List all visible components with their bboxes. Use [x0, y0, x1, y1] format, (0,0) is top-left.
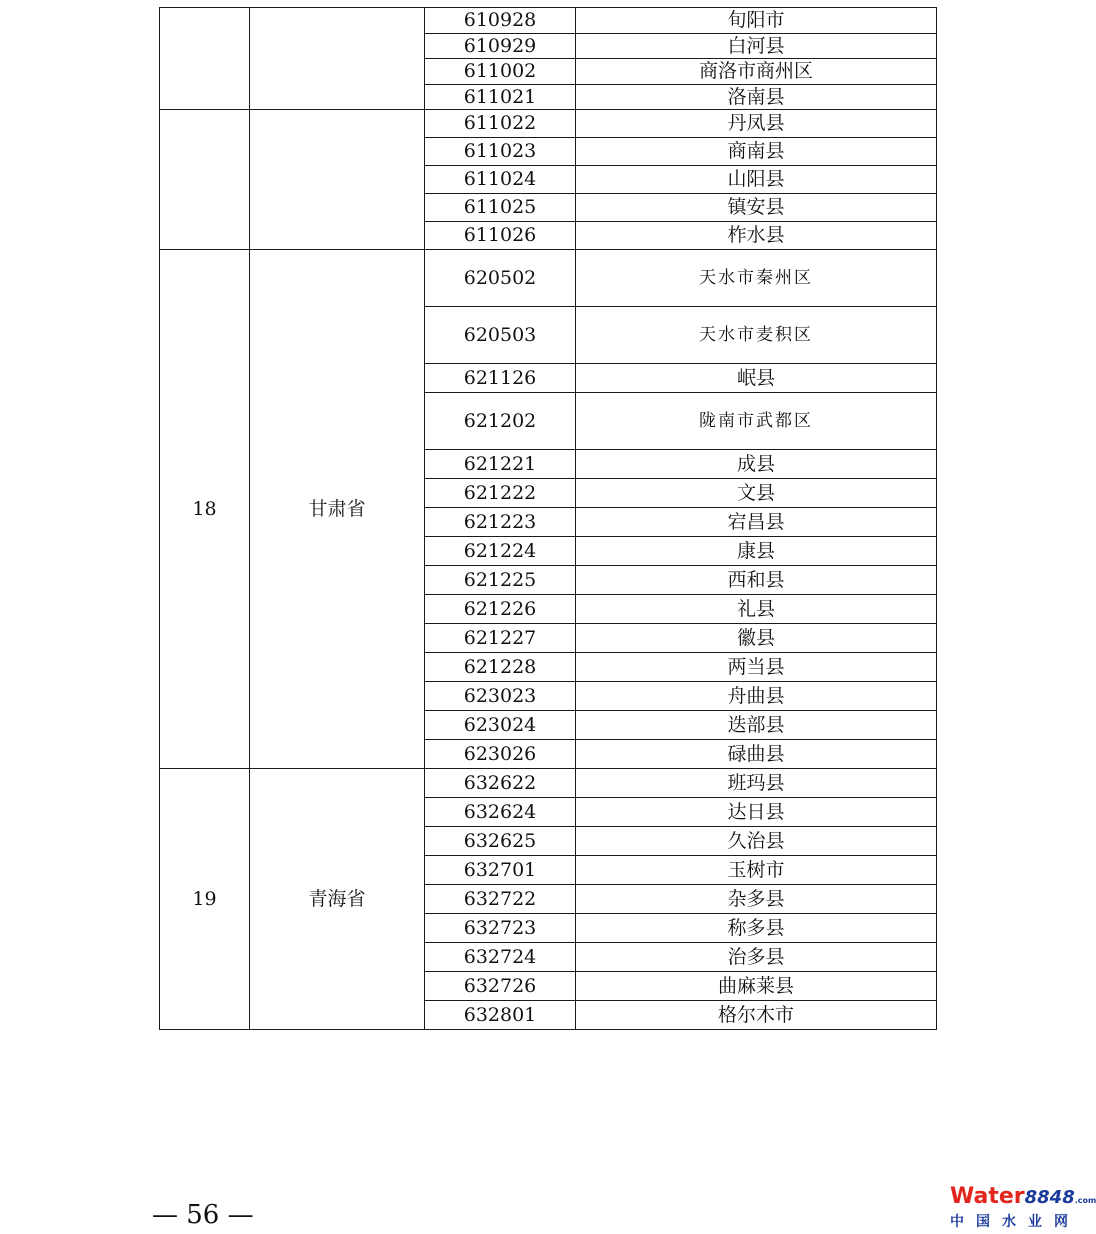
province-cell — [250, 110, 425, 250]
county-code-cell: 620503 — [425, 307, 576, 364]
county-code-cell: 611023 — [425, 138, 576, 166]
county-name-cell: 达日县 — [576, 798, 937, 827]
county-name-cell: 洛南县 — [576, 85, 937, 110]
water8848-logo — [950, 1184, 1096, 1230]
county-name-cell: 玉树市 — [576, 856, 937, 885]
county-code-cell: 610929 — [425, 34, 576, 59]
county-code-cell: 632622 — [425, 769, 576, 798]
county-code-cell: 621225 — [425, 566, 576, 595]
group-index-cell — [160, 110, 250, 250]
county-code-cell: 621126 — [425, 364, 576, 393]
county-code-cell: 632801 — [425, 1001, 576, 1030]
county-name-cell: 碌曲县 — [576, 740, 937, 769]
logo-brand-number: 8848 — [1024, 1187, 1075, 1208]
county-name-cell: 白河县 — [576, 34, 937, 59]
county-code-cell: 611022 — [425, 110, 576, 138]
county-code-cell: 621221 — [425, 450, 576, 479]
county-name-cell: 宕昌县 — [576, 508, 937, 537]
county-code-cell: 610928 — [425, 8, 576, 34]
group-index-cell: 18 — [160, 250, 250, 769]
county-code-cell: 621223 — [425, 508, 576, 537]
county-code-cell: 632723 — [425, 914, 576, 943]
county-code-cell: 611024 — [425, 166, 576, 194]
county-code-cell: 621224 — [425, 537, 576, 566]
county-code-cell: 632722 — [425, 885, 576, 914]
county-code-cell: 632624 — [425, 798, 576, 827]
county-name-cell: 西和县 — [576, 566, 937, 595]
table-row — [160, 769, 937, 798]
county-name-cell: 班玛县 — [576, 769, 937, 798]
logo-brand-cn: 中国水业网 — [950, 1214, 1080, 1230]
county-name-cell: 格尔木市 — [576, 1001, 937, 1030]
province-cell: 青海省 — [250, 769, 425, 1030]
logo-brand-text: Water — [950, 1184, 1025, 1209]
table-row — [160, 8, 937, 34]
county-code-cell: 623023 — [425, 682, 576, 711]
county-code-cell: 611021 — [425, 85, 576, 110]
county-name-cell: 山阳县 — [576, 166, 937, 194]
county-code-cell: 621227 — [425, 624, 576, 653]
county-name-cell: 治多县 — [576, 943, 937, 972]
logo-brand-suffix: .com — [1074, 1196, 1096, 1205]
county-code-cell: 621226 — [425, 595, 576, 624]
county-code-cell: 611026 — [425, 222, 576, 250]
county-code-cell: 611025 — [425, 194, 576, 222]
county-code-cell: 632625 — [425, 827, 576, 856]
county-name-cell: 杂多县 — [576, 885, 937, 914]
county-name-cell: 礼县 — [576, 595, 937, 624]
county-name-cell: 岷县 — [576, 364, 937, 393]
county-code-cell: 632726 — [425, 972, 576, 1001]
group-index-cell — [160, 8, 250, 110]
province-cell — [250, 8, 425, 110]
county-name-cell: 旬阳市 — [576, 8, 937, 34]
county-name-cell: 迭部县 — [576, 711, 937, 740]
county-name-cell: 陇南市武都区 — [576, 393, 937, 450]
county-code-table — [159, 7, 937, 1030]
county-name-cell: 商南县 — [576, 138, 937, 166]
county-name-cell: 天水市秦州区 — [576, 250, 937, 307]
county-code-cell: 632701 — [425, 856, 576, 885]
county-name-cell: 两当县 — [576, 653, 937, 682]
page-number: — 56 — — [152, 1200, 254, 1230]
county-code-cell: 621228 — [425, 653, 576, 682]
county-code-cell: 623026 — [425, 740, 576, 769]
county-code-cell: 621202 — [425, 393, 576, 450]
table-row — [160, 250, 937, 307]
county-code-cell: 611002 — [425, 59, 576, 85]
county-name-cell: 成县 — [576, 450, 937, 479]
province-cell: 甘肃省 — [250, 250, 425, 769]
county-code-cell: 621222 — [425, 479, 576, 508]
county-name-cell: 丹凤县 — [576, 110, 937, 138]
county-name-cell: 舟曲县 — [576, 682, 937, 711]
county-name-cell: 久治县 — [576, 827, 937, 856]
table-row — [160, 110, 937, 138]
county-name-cell: 商洛市商州区 — [576, 59, 937, 85]
county-name-cell: 徽县 — [576, 624, 937, 653]
county-name-cell: 称多县 — [576, 914, 937, 943]
county-name-cell: 镇安县 — [576, 194, 937, 222]
county-name-cell: 康县 — [576, 537, 937, 566]
group-index-cell: 19 — [160, 769, 250, 1030]
county-name-cell: 曲麻莱县 — [576, 972, 937, 1001]
county-code-cell: 632724 — [425, 943, 576, 972]
county-name-cell: 柞水县 — [576, 222, 937, 250]
county-code-cell: 620502 — [425, 250, 576, 307]
county-code-cell: 623024 — [425, 711, 576, 740]
county-name-cell: 天水市麦积区 — [576, 307, 937, 364]
county-name-cell: 文县 — [576, 479, 937, 508]
